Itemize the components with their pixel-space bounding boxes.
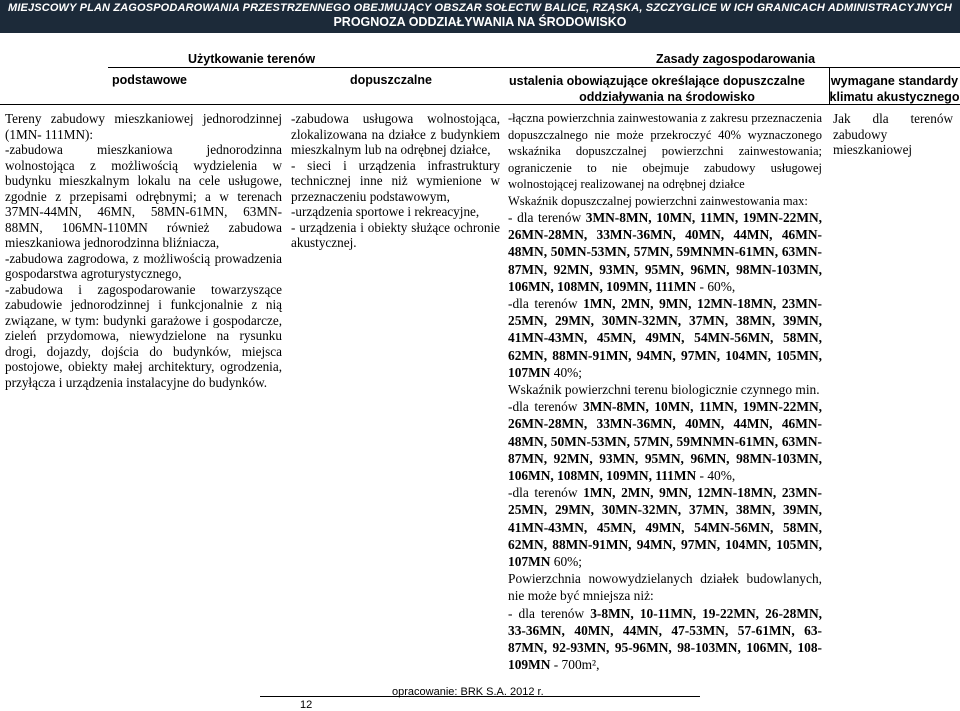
ustalenia-item: -dla terenów 1MN, 2MN, 9MN, 12MN-18MN, 23MN-25MN, 29MN, 30MN-32MN, 37MN, 38MN, 39MN, 41MN-43MN, 45MN, 49MN, 54MN-56MN, 58MN, 62MN, 88MN-91MN, 94MN, 97MN, 104MN, 105MN, 107MN 40%; (508, 296, 822, 380)
dopuszczalne-paragraph: - sieci i urządzenia infrastruktury technicznej inne niż wymienione w przeznaczeniu podstawowym, (291, 157, 500, 204)
dopuszczalne-paragraph: - urządzenia i obiekty służące ochronie akustycznej. (291, 219, 500, 250)
column-header-ustalenia (509, 73, 825, 105)
header-divider (108, 67, 960, 68)
dopuszczalne-paragraph: -urządzenia sportowe i rekreacyjne, (291, 204, 480, 219)
column-header-klimat-line2: klimatu akustycznego (829, 90, 960, 104)
page-number: 12 (300, 699, 313, 711)
footer-credit: opracowanie: BRK S.A. 2012 r. (392, 686, 544, 698)
ustalenia-item: - dla terenów 3-8MN, 10-11MN, 19-22MN, 26-28MN, 33-36MN, 40MN, 44MN, 47-53MN, 57-61MN, 63-87MN, 92-93MN, 95-96MN, 98-103MN, 106MN, 108-109MN - 700m², (508, 605, 822, 673)
ustalenia-item: -dla terenów 1MN, 2MN, 9MN, 12MN-18MN, 23MN-25MN, 29MN, 30MN-32MN, 37MN, 38MN, 39MN, 41MN-43MN, 45MN, 49MN, 54MN-56MN, 58MN, 62MN, 88MN-91MN, 94MN, 97MN, 104MN, 105MN, 107MN 60%; (508, 485, 822, 570)
cell-dopuszczalne (291, 111, 500, 251)
plan-title: MIEJSCOWY PLAN ZAGOSPODAROWANIA PRZESTRZENNEGO OBEJMUJĄCY OBSZAR SOŁECTW BALICE, RZĄSKA, SZCZYGLICE W ICH GRANICACH ADMINISTRACYJNYCH (8, 2, 952, 14)
cell-ustalenia (508, 110, 822, 673)
column-divider (829, 67, 830, 105)
ustalenia-intro: -łączna powierzchnia zainwestowania z zakresu przeznaczenia dopuszczalnego nie może przekroczyć 40% wyznaczonego wskaźnika dopuszczalnej powierzchni zainwestowania; ograniczenie to nie obejmuje zabudowy usługowej wolnostojącej realizowanej na odrębnej działce (508, 111, 822, 191)
group-header-uzytkowanie: Użytkowanie terenów (188, 52, 316, 66)
column-header-klimat-line1: wymagane standardy (830, 74, 959, 88)
document-header (0, 0, 960, 33)
column-header-podstawowe: podstawowe (112, 73, 188, 87)
group-header-zasady: Zasady zagospodarowania (656, 52, 816, 66)
table-header-rule (0, 104, 960, 105)
column-header-ustalenia-line2: oddziaływania na środowisko (579, 90, 755, 104)
podstawowe-paragraph: -zabudowa mieszkaniowa jednorodzinna wolnostojąca z możliwością wydzielenia w budynku mieszkalnym lokalu na cele usługowe, zgodnie z przepisami odrębnymi; a w terenach 37MN-44MN, 46MN, 58MN-61MN, 63MN-88MN, 106MN-110MN również zabudowa mieszkaniowa jednorodzinna bliźniacza, (5, 142, 282, 250)
dopuszczalne-paragraph: -zabudowa usługowa wolnostojąca, zlokalizowana na działce z budynkiem mieszkalnym lub na odrębnej działce, (291, 111, 500, 157)
column-header-klimat (829, 73, 960, 105)
ustalenia-item: -dla terenów 3MN-8MN, 10MN, 11MN, 19MN-22MN, 26MN-28MN, 33MN-36MN, 40MN, 44MN, 46MN-48MN, 50MN-53MN, 57MN, 59MNMN-61MN, 63MN-87MN, 92MN, 93MN, 95MN, 96MN, 98MN-103MN, 106MN, 108MN, 109MN, 111MN - 40%, (508, 399, 822, 484)
column-header-dopuszczalne: dopuszczalne (350, 73, 432, 87)
podstawowe-paragraph: -zabudowa i zagospodarowanie towarzyszące zabudowie jednorodzinnej i funkcjonalnie z nią związane, w tym: budynki garażowe i gospodarcze, zieleń przydomowa, niewydzielone na rysunku drogi, dojazdy, dojścia do budynków, miejsca postojowe, obiekty małej architektury, ogrodzenia, przyłącza i urządzenia instalacyjne do budynków. (5, 281, 282, 390)
ustalenia-wskaznik-zainwestowania: Wskaźnik dopuszczalnej powierzchni zainwestowania max: (508, 193, 808, 208)
ustalenia-item: - dla terenów 3MN-8MN, 10MN, 11MN, 19MN-22MN, 26MN-28MN, 33MN-36MN, 40MN, 44MN, 46MN-48MN, 50MN-53MN, 57MN, 59MNMN-61MN, 63MN-87MN, 92MN, 93MN, 95MN, 96MN, 98MN-103MN, 106MN, 108MN, 109MN, 111MN - 60%, (508, 210, 822, 294)
column-header-ustalenia-line1: ustalenia obowiązujące określające dopuszczalne (509, 74, 805, 88)
document-subtitle: PROGNOZA ODDZIAŁYWANIA NA ŚRODOWISKO (333, 15, 627, 29)
podstawowe-paragraph: -zabudowa zagrodowa, z możliwością prowadzenia gospodarstwa agroturystycznego, (5, 250, 282, 281)
ustalenia-wskaznik-bio: Wskaźnik powierzchni terenu biologicznie czynnego min. (508, 382, 820, 398)
podstawowe-paragraph: Tereny zabudowy mieszkaniowej jednorodzinnej (1MN- 111MN): (5, 111, 282, 142)
ustalenia-powierzchnia-dzialek: Powierzchnia nowowydzielanych działek budowlanych, nie może być mniejsza niż: (508, 571, 822, 604)
cell-klimat-akustyczny: Jak dla terenów zabudowy mieszkaniowej (833, 111, 953, 157)
cell-podstawowe (5, 111, 282, 390)
